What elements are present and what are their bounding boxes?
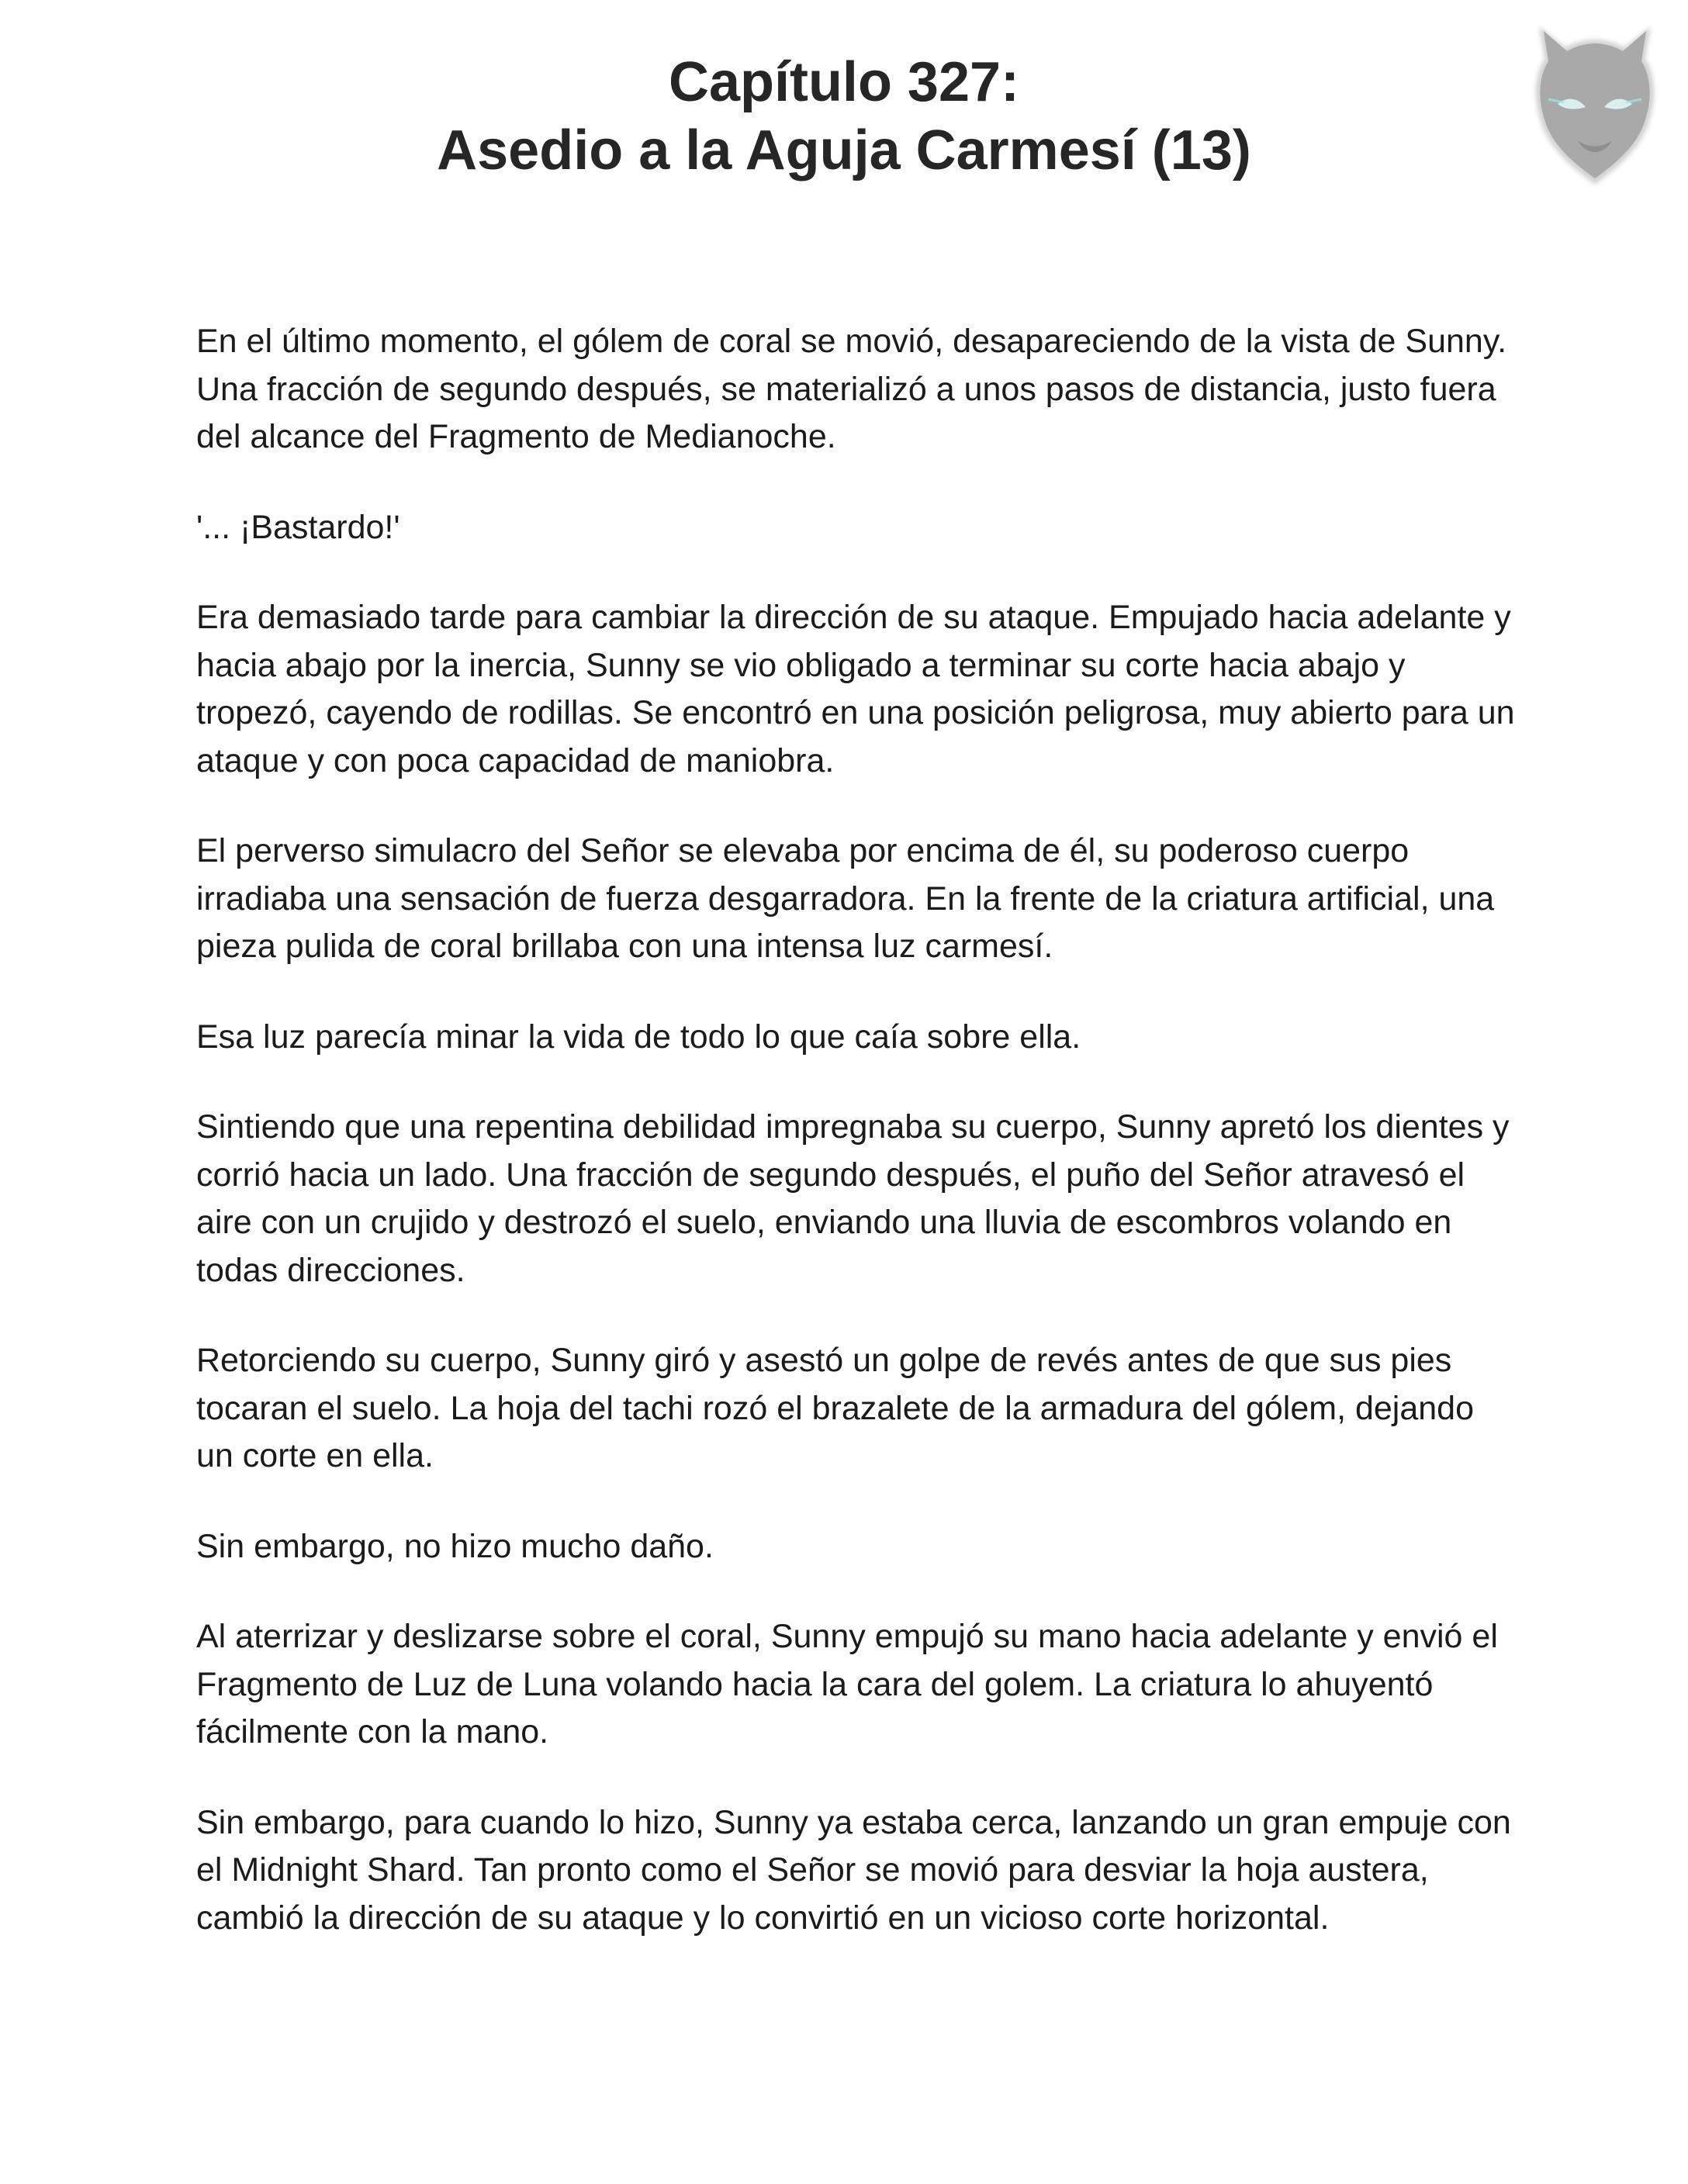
paragraph: Al aterrizar y deslizarse sobre el coral, Sunny empujó su mano hacia adelante y envió el Fragmento de Luz de Luna volando hacia la cara del golem. La criatura lo ahuyentó fácilmente con la mano. — [196, 1618, 1498, 1750]
paragraph: Sintiendo que una repentina debilidad impregnaba su cuerpo, Sunny apretó los dientes y corrió hacia un lado. Una fracción de segundo después, el puño del Señor atravesó el aire con un crujido y destrozó el suelo, enviando una lluvia de escombros volando en todas direcciones. — [196, 1108, 1510, 1289]
chapter-title — [0, 48, 1688, 185]
paragraph: Era demasiado tarde para cambiar la dirección de su ataque. Empujado hacia adelante y hacia abajo por la inercia, Sunny se vio obligado a terminar su corte hacia abajo y tropezó, cayendo de rodillas. Se encontró en una posición peligrosa, muy abierto para un ataque y con poca capacidad de maniobra. — [196, 599, 1515, 779]
paragraph: En el último momento, el gólem de coral se movió, desapareciendo de la vista de Sunny. Una fracción de segundo después, se materializó a unos pasos de distancia, justo fuera del alcance del Fragmento de Medianoche. — [196, 323, 1507, 455]
paragraph: Sin embargo, no hizo mucho daño. — [196, 1527, 714, 1565]
paragraph: Esa luz parecía minar la vida de todo lo que caía sobre ella. — [196, 1018, 1081, 1056]
horned-demon-head-logo-icon — [1517, 12, 1672, 191]
paragraph: Sin embargo, para cuando lo hizo, Sunny ya estaba cerca, lanzando un gran empuje con el Midnight Shard. Tan pronto como el Señor se movió para desviar la hoja austera, cambió la dirección de su ataque y lo convirtió en un vicioso corte horizontal. — [196, 1803, 1511, 1937]
paragraph: Retorciendo su cuerpo, Sunny giró y asestó un golpe de revés antes de que sus pies tocaran el suelo. La hoja del tachi rozó el brazalete de la armadura del gólem, dejando un corte en ella. — [196, 1342, 1474, 1474]
paragraph: '... ¡Bastardo!' — [196, 508, 400, 546]
paragraph: El perverso simulacro del Señor se elevaba por encima de él, su poderoso cuerpo irradiaba una sensación de fuerza desgarradora. En la frente de la criatura artificial, una pieza pulida de coral brillaba con una intensa luz carmesí. — [196, 832, 1495, 965]
chapter-subtitle: Asedio a la Aguja Carmesí (13) — [437, 119, 1251, 181]
chapter-body — [196, 318, 1515, 1985]
chapter-number: Capítulo 327: — [668, 51, 1020, 113]
